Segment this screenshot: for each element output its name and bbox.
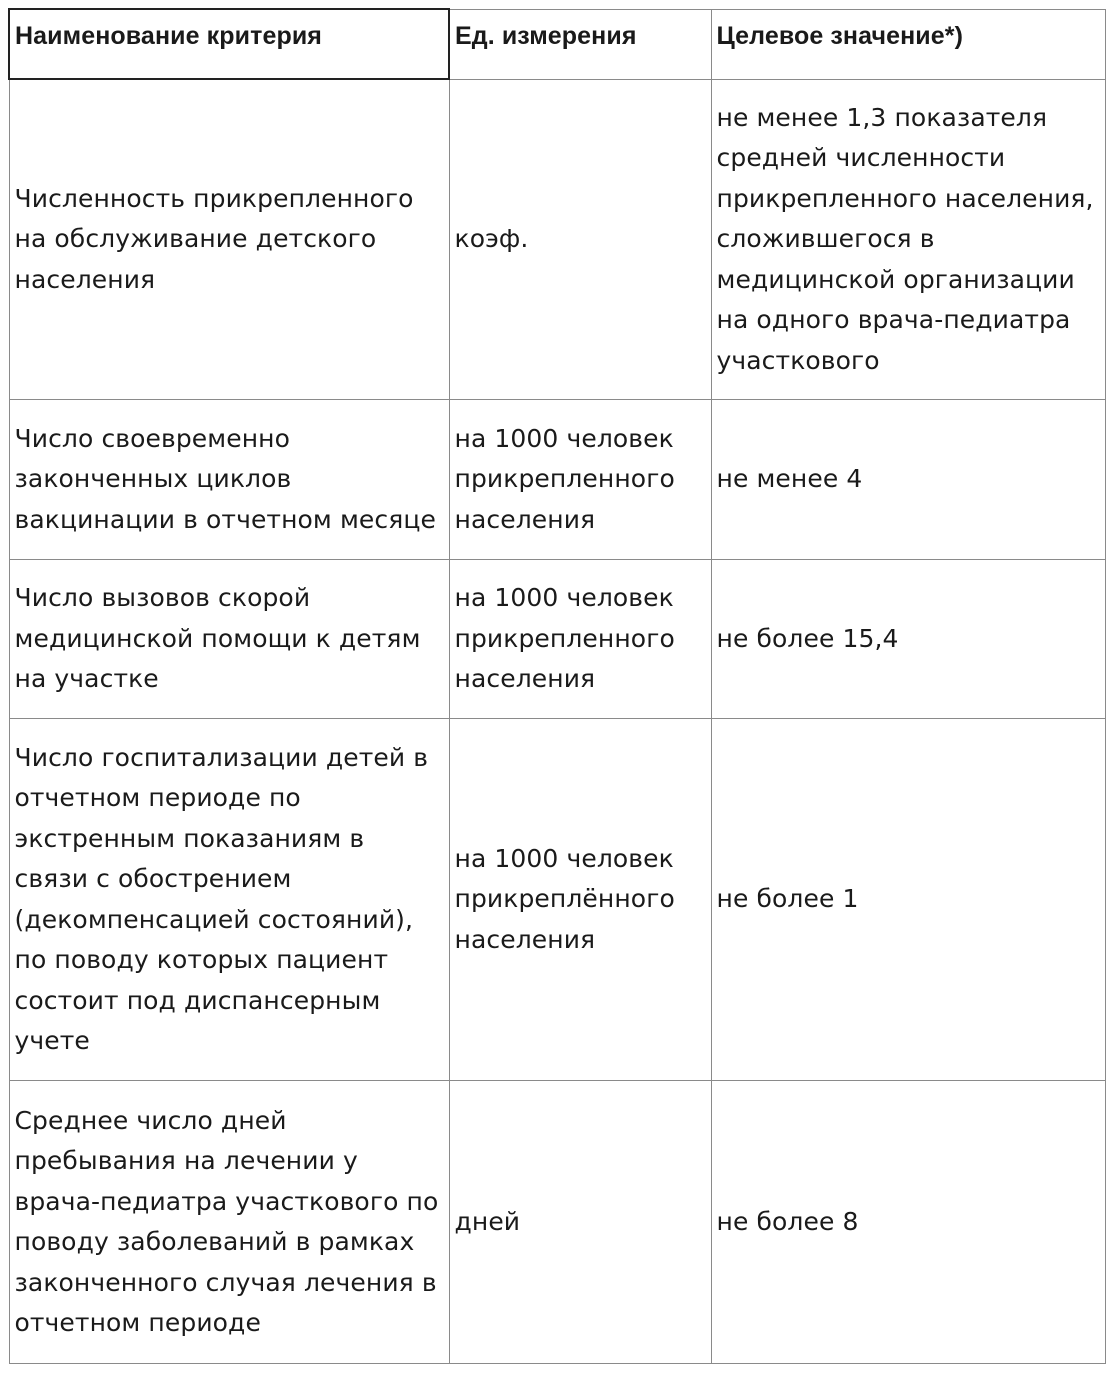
unit-cell: на 1000 человек прикрепленного населения	[449, 560, 711, 719]
table-row	[9, 719, 1105, 1081]
unit-cell: коэф.	[449, 79, 711, 400]
target-cell: не менее 1,3 показателя средней численности прикрепленного населения, сложившегося в медицинской организации на одного врача-педиатра участкового	[711, 79, 1105, 400]
header-target: Целевое значение*)	[711, 9, 1105, 79]
header-unit: Ед. измерения	[449, 9, 711, 79]
header-criterion: Наименование критерия	[9, 9, 449, 79]
table-row	[9, 1081, 1105, 1364]
unit-cell: на 1000 человек прикреплённого населения	[449, 719, 711, 1081]
criterion-cell: Число своевременно законченных циклов вакцинации в отчетном месяце	[9, 400, 449, 560]
target-cell: не более 8	[711, 1081, 1105, 1364]
unit-cell: дней	[449, 1081, 711, 1364]
unit-cell: на 1000 человек прикрепленного населения	[449, 400, 711, 560]
criterion-cell: Среднее число дней пребывания на лечении у врача-педиатра участкового по поводу заболеваний в рамках законченного случая лечения в отчетном периоде	[9, 1081, 449, 1364]
table-row	[9, 560, 1105, 719]
criteria-table	[8, 8, 1106, 1364]
target-cell: не более 1	[711, 719, 1105, 1081]
table-row	[9, 79, 1105, 400]
criterion-cell: Число госпитализации детей в отчетном периоде по экстренным показаниям в связи с обострением (декомпенсацией состояний), по поводу которых пациент состоит под диспансерным учете	[9, 719, 449, 1081]
table-row	[9, 400, 1105, 560]
criterion-cell: Численность прикрепленного на обслуживание детского населения	[9, 79, 449, 400]
header-row	[9, 9, 1105, 79]
criterion-cell: Число вызовов скорой медицинской помощи к детям на участке	[9, 560, 449, 719]
target-cell: не менее 4	[711, 400, 1105, 560]
target-cell: не более 15,4	[711, 560, 1105, 719]
